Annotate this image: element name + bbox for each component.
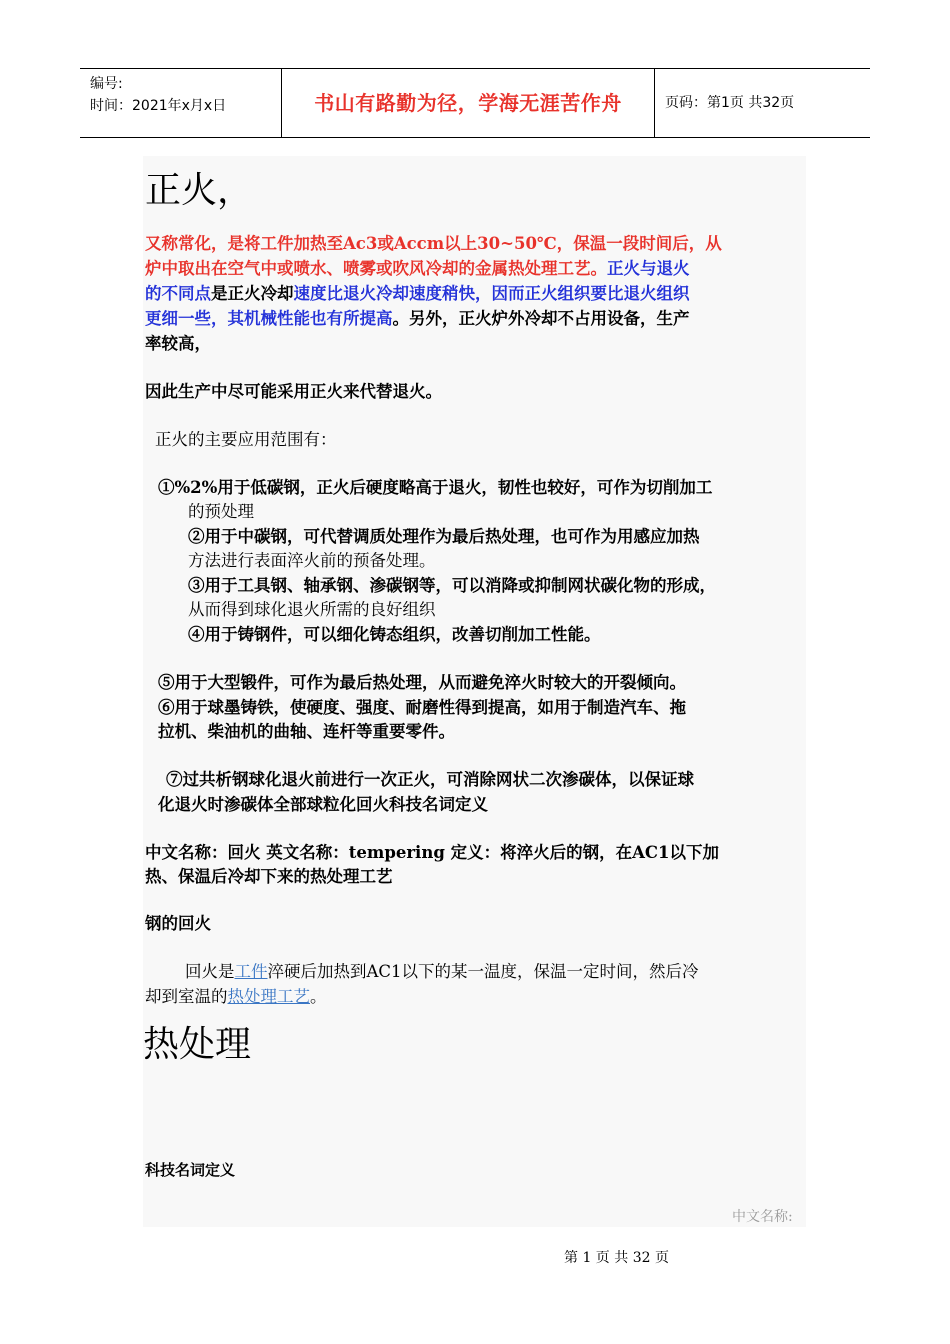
definition-line-1: 中文名称：回火 英文名称：tempering 定义：将淬火后的钢，在AC1以下加 xyxy=(145,843,720,862)
intro-line-3-blue-b: 速度比退火冷却速度稍快，因而正火组织要比退火组织 xyxy=(293,284,690,303)
app-2-line-2: 方法进行表面淬火前的预备处理。 xyxy=(188,551,436,570)
document-header xyxy=(80,68,870,138)
app-3-line-2: 从而得到球化退火所需的良好组织 xyxy=(188,600,436,619)
app-7-line-2: 化退火时渗碳体全部球粒化回火科技名词定义 xyxy=(158,795,488,814)
number-label: 编号: xyxy=(90,76,123,92)
temper-l2-pre: 却到室温的 xyxy=(145,987,228,1006)
intro-line-4-blue: 更细一些，其机械性能也有所提高 xyxy=(145,309,393,328)
app-5-line-1: ⑤用于大型锻件，可作为最后热处理，从而避免淬火时较大的开裂倾向。 xyxy=(158,673,686,692)
temper-para-line-2 xyxy=(145,985,327,1010)
applications-title: 正火的主要应用范围有： xyxy=(155,430,337,449)
intro-line-2-blue: 正火与退火 xyxy=(607,259,690,278)
intro-line-5: 率较高， xyxy=(145,334,211,353)
tech-term-title: 科技名词定义 xyxy=(145,1161,236,1179)
app-1-line-1: ①%2%用于低碳钢，正火后硬度略高于退火，韧性也较好，可作为切削加工 xyxy=(158,478,713,497)
app-2-line-1: ②用于中碳钢，可代替调质处理作为最后热处理，也可作为用感应加热 xyxy=(188,527,700,546)
para-2: 因此生产中尽可能采用正火来代替退火。 xyxy=(145,382,442,401)
page-footer: 第 1 页 共 32 页 xyxy=(564,1250,669,1266)
app-7-line-1: ⑦过共析钢球化退火前进行一次正火，可消除网状二次渗碳体，以保证球 xyxy=(166,770,694,789)
temper-end: 。 xyxy=(310,987,327,1006)
intro-line-2 xyxy=(145,257,690,282)
steel-temper-title: 钢的回火 xyxy=(145,914,211,933)
intro-line-3 xyxy=(145,282,690,307)
workpiece-link[interactable]: 工件 xyxy=(234,962,268,981)
heat-treatment-heading: 热处理 xyxy=(143,1024,252,1065)
app-1-line-2: 的预处理 xyxy=(188,502,254,521)
definition-line-2: 热、保温后冷却下来的热处理工艺 xyxy=(145,867,393,886)
intro-line-2-red: 炉中取出在空气中或喷水、喷雾或吹风冷却的金属热处理工艺。 xyxy=(145,259,607,278)
chinese-name-label: 中文名称: xyxy=(732,1209,793,1225)
page-label: 页码：第1页 共32页 xyxy=(665,95,795,111)
heat-treatment-process-link[interactable]: 热处理工艺 xyxy=(227,987,310,1006)
temper-pre: 回火是 xyxy=(185,962,235,981)
header-meta-cell xyxy=(80,69,282,137)
motto: 书山有路勤为径，学海无涯苦作舟 xyxy=(282,69,655,137)
main-heading: 正火， xyxy=(145,170,254,211)
temper-para-line-1 xyxy=(185,960,699,985)
intro-line-4-black: 。另外，正火炉外冷却不占用设备，生产 xyxy=(392,309,690,328)
app-3-line-1: ③用于工具钢、轴承钢、渗碳钢等，可以消降或抑制网状碳化物的形成， xyxy=(188,576,716,595)
app-6-line-2: 拉机、柴油机的曲轴、连杆等重要零件。 xyxy=(158,722,455,741)
app-4-line-1: ④用于铸钢件，可以细化铸态组织，改善切削加工性能。 xyxy=(188,625,601,644)
intro-line-3-blue-a: 的不同点 xyxy=(145,284,211,303)
intro-line-4 xyxy=(145,307,690,332)
intro-line-1: 又称常化，是将工件加热至Ac3或Accm以上30~50℃，保温一段时间后，从 xyxy=(145,234,722,253)
intro-line-3-black: 是正火冷却 xyxy=(211,284,294,303)
time-label: 时间：2021年x月x日 xyxy=(90,98,227,114)
temper-mid: 淬硬后加热到AC1以下的某一温度，保温一定时间，然后冷 xyxy=(267,962,699,981)
app-6-line-1: ⑥用于球墨铸铁，使硬度、强度、耐磨性得到提高，如用于制造汽车、拖 xyxy=(158,698,686,717)
